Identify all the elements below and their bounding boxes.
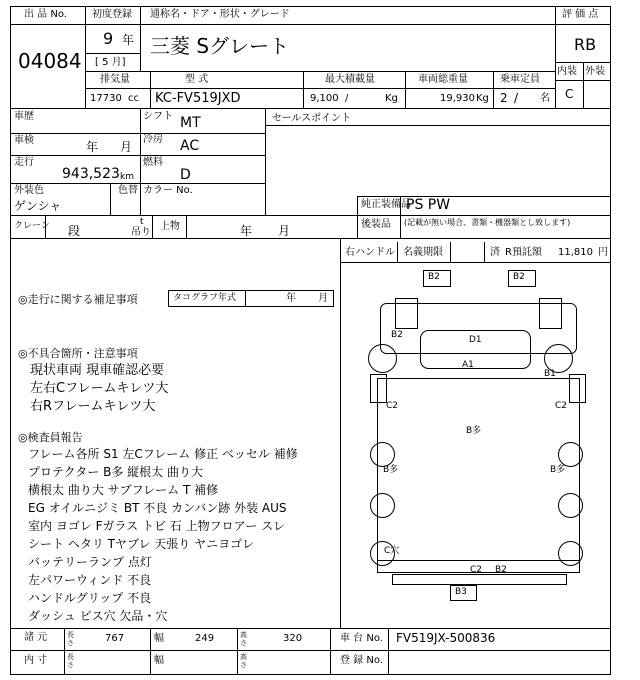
first-reg-label: 初度登録: [92, 9, 132, 20]
exterior-label: 外装: [585, 66, 605, 77]
capacity-label: 乗車定員: [500, 74, 540, 85]
gross-weight-unit: Kg: [476, 93, 489, 104]
common-name-label: 通称名・ドア・形状・グレード: [150, 9, 290, 20]
mark-b1: B1: [544, 369, 556, 379]
gross-weight-label: 車両総重量: [418, 74, 468, 85]
defect-line: 右Rフレームキレツ大: [30, 399, 156, 414]
capacity-sep: /: [514, 91, 519, 105]
recycle-fee-label: R預託額: [505, 247, 542, 258]
defect-line: 左右Cフレームキレツ大: [30, 381, 169, 396]
recycle-status: 済: [490, 247, 500, 258]
recycle-fee-value: 11,810: [558, 247, 593, 258]
inspector-line: 左パワーウィンド 不良: [28, 573, 152, 587]
model-label: 型 式: [185, 74, 209, 85]
mark-b2-top-left: B2: [428, 272, 440, 282]
rating-score: RB: [574, 35, 597, 54]
mileage-label: 走行: [14, 157, 34, 168]
inspection-label: 車検: [14, 135, 34, 146]
after-label: 後装品: [361, 219, 391, 230]
max-load-sep: /: [345, 93, 349, 104]
inspector-line: シート ヘタリ Tヤブレ 天張り ヤニヨゴレ: [28, 537, 255, 551]
inspector-title: ◎検査員報告: [18, 431, 83, 444]
mileage-unit: km: [120, 172, 134, 182]
model-value: KC-FV519JXD: [155, 91, 241, 106]
gross-weight-value: 19,930: [440, 93, 475, 104]
defects-title: ◎不具合箇所・注意事項: [18, 347, 138, 360]
displacement-label: 排気量: [100, 74, 130, 85]
mark-c-hole: C穴: [384, 546, 400, 556]
sales-point-label: セールスポイント: [272, 113, 352, 124]
mark-c2-right: C2: [555, 401, 568, 411]
mark-b-many-right: B多: [550, 465, 566, 475]
inspector-line: 横根太 曲り大 サブフレーム T 補修: [28, 483, 219, 497]
upper-month-unit: 月: [278, 224, 291, 238]
color-no-label: カラー No.: [143, 185, 193, 196]
crane-label: クレーン: [14, 221, 50, 231]
reg-month: [ 5 月]: [95, 57, 126, 68]
lot-label: 出 品 No.: [24, 9, 67, 20]
inspector-line: バッテリーランプ 点灯: [28, 555, 152, 569]
ext-color-value: ゲンシャ: [14, 199, 62, 213]
mark-c2-bottom: C2: [470, 565, 483, 575]
crane-hang: 吊り: [131, 227, 151, 238]
chassis-label: 車 台 No.: [340, 633, 383, 644]
mark-b2-top-right: B2: [513, 272, 525, 282]
ac-label: 冷房: [143, 134, 163, 145]
tachograph-year-unit: 年: [286, 293, 296, 304]
handle-side: 右ハンドル: [345, 247, 395, 258]
equip-value: PS PW: [406, 197, 451, 213]
displacement-unit: cc: [128, 93, 139, 104]
mark-a1: A1: [462, 360, 474, 370]
inner-width-label: 幅: [154, 655, 164, 666]
interior-value: C: [565, 87, 574, 101]
inspection-year-unit: 年: [86, 140, 99, 154]
height-value: 320: [283, 633, 303, 644]
width-value: 249: [195, 633, 215, 644]
name-change-label: 名義期限: [403, 247, 443, 258]
after-note: (記載が無い場合、書類・機器類とし致します): [404, 218, 571, 227]
grade-label: 評 価 点: [562, 9, 599, 20]
mark-d1: D1: [469, 335, 482, 345]
mark-b-many-left: B多: [383, 465, 399, 475]
crane-t: t: [140, 217, 144, 227]
inspector-line: ハンドルグリップ 不良: [28, 591, 152, 605]
shift-label: シフト: [143, 111, 173, 122]
inner-length-label: 長さ: [67, 653, 74, 669]
mileage-value: 943,523: [62, 166, 120, 182]
shift-value: MT: [180, 115, 201, 131]
ext-color-label: 外装色: [14, 185, 44, 196]
reg-no-label: 登 録 No.: [340, 655, 383, 666]
mark-b2-bottom: B2: [495, 565, 507, 575]
max-load-unit: Kg: [385, 93, 398, 104]
upper-label: 上物: [160, 221, 180, 232]
fuel-label: 燃料: [143, 157, 163, 168]
crane-stage: 段: [68, 224, 81, 238]
history-label: 車歴: [14, 111, 34, 122]
ac-value: AC: [180, 138, 200, 154]
length-label: 長さ: [67, 631, 74, 647]
inspector-line: 室内 ヨゴレ Fガラス トビ 石 上物フロアー スレ: [28, 519, 286, 533]
fuel-value: D: [180, 167, 191, 183]
inspector-line: EG オイルニジミ BT 不良 カンバン跡 外装 AUS: [28, 501, 287, 515]
capacity-value: 2: [500, 91, 508, 105]
length-value: 767: [105, 633, 125, 644]
inspector-line: プロテクター B多 縦根太 曲り大: [28, 465, 203, 479]
defect-line: 現状車両 現車確認必要: [30, 363, 165, 378]
inner-dims-label: 内 寸: [24, 655, 48, 666]
tachograph-label: タコグラフ年式: [173, 293, 237, 303]
inspector-line: フレーム各所 S1 左Cフレーム 修正 ベッセル 補修: [28, 447, 298, 461]
reg-year: 9: [103, 29, 114, 48]
dims-label: 諸 元: [24, 632, 48, 643]
inner-height-label: 高さ: [240, 653, 247, 669]
tachograph-month-unit: 月: [318, 293, 328, 304]
recycle-fee-unit: 円: [598, 247, 608, 258]
inspector-line: ダッシュ ビス穴 欠品・穴: [28, 609, 168, 623]
vehicle-name: 三菱 Sグレート: [150, 34, 290, 58]
displacement-value: 17730: [90, 93, 122, 104]
reg-year-unit: 年: [122, 33, 135, 47]
capacity-unit: 名: [540, 93, 550, 104]
height-label: 高さ: [240, 631, 247, 647]
mark-b2-cab: B2: [391, 330, 403, 340]
mark-c2-left: C2: [386, 401, 399, 411]
driving-remarks-title: ◎走行に関する補足事項: [18, 293, 138, 306]
mark-b3: B3: [455, 587, 467, 597]
color-change-label: 色替: [118, 185, 138, 196]
upper-year-unit: 年: [240, 224, 253, 238]
inspection-month-unit: 月: [120, 140, 133, 154]
max-load-value: 9,100: [310, 93, 339, 104]
equip-label: 純正装備品: [361, 199, 411, 210]
interior-label: 内装: [557, 66, 577, 77]
chassis-value: FV519JX-500836: [396, 631, 496, 645]
mark-b-many-center: B多: [466, 426, 482, 436]
width-label: 幅: [154, 633, 164, 644]
max-load-label: 最大積載量: [325, 74, 375, 85]
lot-number: 04084: [18, 49, 82, 73]
